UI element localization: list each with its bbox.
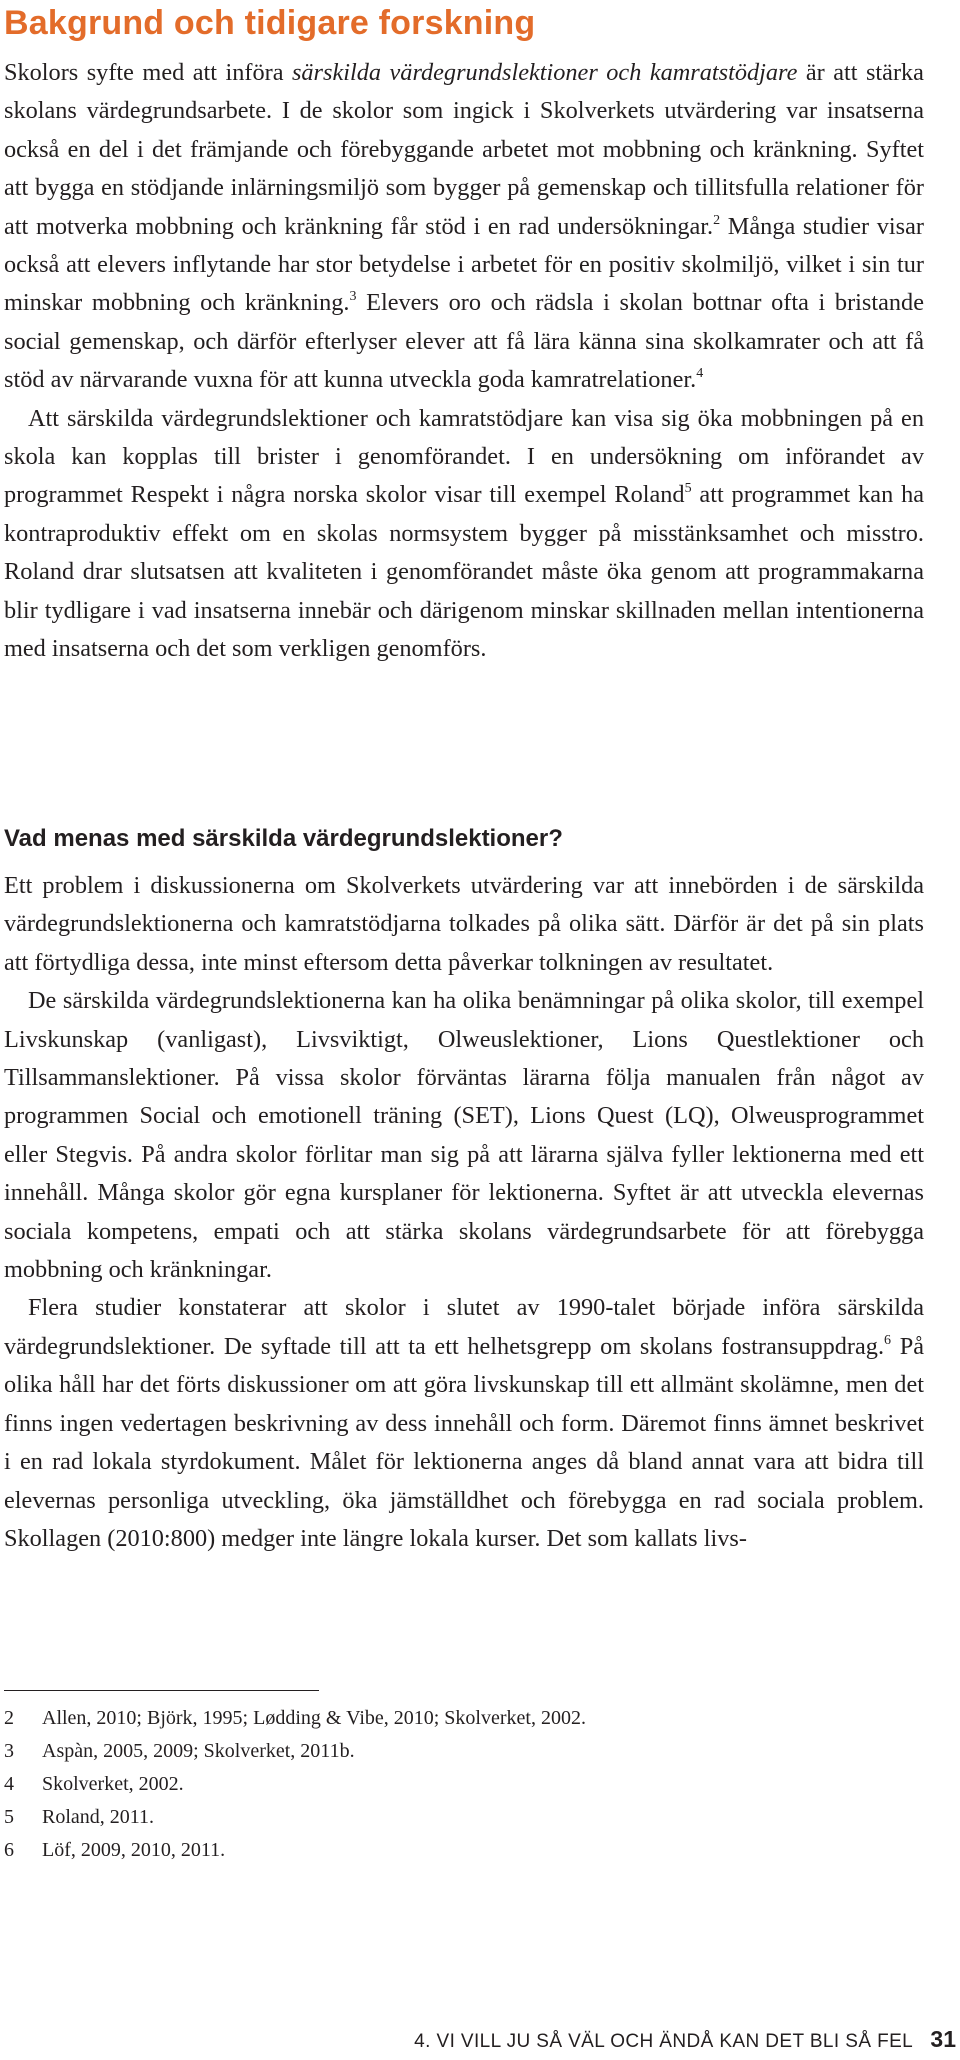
page-footer (414, 2026, 956, 2055)
footnote-ref: 2 (713, 212, 721, 228)
section-heading: Bakgrund och tidigare forskning (4, 4, 536, 42)
footnote-number: 2 (4, 1707, 14, 1729)
footnote-ref: 6 (884, 1332, 892, 1348)
footnote (4, 1702, 904, 1735)
footnote-number: 5 (4, 1806, 14, 1828)
subsection-heading: Vad menas med särskilda värdegrundslektioner? (4, 825, 563, 852)
footnote-text: Skolverket, 2002. (42, 1773, 184, 1795)
footnote-number: 6 (4, 1839, 14, 1861)
text-run: Flera studier konstaterar att skolor i slutet av 1990-talet började införa särskilda värdegrundslektioner. De syftade till att ta ett helhetsgrepp om skolans fostransuppdrag. (4, 1294, 924, 1360)
text-run: att programmet kan ha kontraproduktiv effekt om en skolas normsystem bygger på misstänksamhet och misstro. Roland drar slutsatsen att kvaliteten i genomförandet måste öka genom att programmakarna blir tydligare i vad insatserna innebär och därigenom minskar skillnaden mellan intentionerna med insatserna och det som verkligen genomförs. (4, 481, 924, 663)
footnote-number: 3 (4, 1740, 14, 1762)
emphasized-text: särskilda värdegrundslektioner och kamratstödjare (291, 59, 798, 86)
paragraph (4, 54, 924, 400)
footnote-divider (4, 1690, 319, 1691)
paragraph (4, 1289, 924, 1558)
footnote (4, 1735, 904, 1768)
paragraph: Ett problem i diskussionerna om Skolverkets utvärdering var att innebörden i de särskilda värdegrundslektionerna och kamratstödjarna tolkades på olika sätt. Därför är det på sin plats att förtydliga dessa, inte minst eftersom detta påverkar tolkningen av resultatet. (4, 872, 924, 976)
text-run: är att stärka skolans värdegrundsarbete. I de skolor som ingick i Skolverkets utvärdering var insatserna också en del i det främjande och förebyggande arbetet mot mobbning och kränkning. Syftet att bygga en stödjande inlärningsmiljö som bygger på gemenskap och tillitsfulla relationer för att motverka mobbning och kränkning får stöd i en rad undersökningar. (4, 59, 924, 240)
footnote-number: 4 (4, 1773, 14, 1795)
section-body-definition (4, 867, 924, 1558)
footnote-text: Allen, 2010; Björk, 1995; Lødding & Vibe, 2010; Skolverket, 2002. (42, 1707, 586, 1729)
text-run: Många studier visar också att elevers inflytande har stor betydelse i arbetet för en positiv skolmiljö, vilket i sin tur minskar mobbning och kränkning. (4, 212, 924, 317)
footnote-text: Löf, 2009, 2010, 2011. (42, 1839, 226, 1861)
footnote (4, 1801, 904, 1834)
running-title: 4. VI VILL JU SÅ VÄL OCH ÄNDÅ KAN DET BLI SÅ FEL (414, 2031, 914, 2052)
page-number: 31 (930, 2026, 956, 2052)
footnote (4, 1768, 904, 1801)
section-body-background (4, 54, 924, 669)
text-run: Att särskilda värdegrundslektioner och kamratstödjare kan visa sig öka mobbningen på en skola kan kopplas till brister i genomförandet. I en undersökning om införandet av programmet Respekt i några norska skolor visar till exempel Roland (4, 404, 924, 509)
footnotes (4, 1702, 904, 1867)
footnote-ref: 3 (349, 289, 357, 305)
footnote-ref: 4 (696, 366, 704, 382)
text-run: På olika håll har det förts diskussioner om att göra livskunskap till ett allmänt skolämne, men det finns ingen vedertagen beskrivning av dess innehåll och form. Däremot finns ämnet beskrivet i en rad lokala styrdokument. Målet för lektionerna anges då bland annat vara att bidra till elevernas personliga utveckling, öka jämställdhet och förebygga en rad sociala problem. Skollagen (2010:800) medger inte längre lokala kurser. Det som kallats livs- (4, 1332, 924, 1552)
footnote (4, 1834, 904, 1867)
text-run: Elevers oro och rädsla i skolan bottnar ofta i bristande social gemenskap, och därför efterlyser elever att få lära känna sina skolkamrater och att få stöd av närvarande vuxna för att kunna utveckla goda kamratrelationer. (4, 289, 924, 394)
footnote-ref: 5 (684, 481, 692, 497)
text-run: Skolors syfte med att införa (4, 59, 292, 86)
footnote-text: Aspàn, 2005, 2009; Skolverket, 2011b. (42, 1740, 355, 1762)
paragraph (4, 400, 924, 669)
footnote-text: Roland, 2011. (42, 1806, 155, 1828)
paragraph: De särskilda värdegrundslektionerna kan ha olika benämningar på olika skolor, till exempel Livskunskap (vanligast), Livsviktigt, Olweuslektioner, Lions Questlektioner och Tillsammanslektioner. På vissa skolor förväntas lärarna följa manualen från något av programmen Social och emotionell träning (SET), Lions Quest (LQ), Olweusprogrammet eller Stegvis. På andra skolor förlitar man sig på att lärarna själva fyller lektionerna med ett innehåll. Många skolor gör egna kursplaner för lektionerna. Syftet är att utveckla elevernas sociala kompetens, empati och att stärka skolans värdegrundsarbete för att förebygga mobbning och kränkningar. (4, 987, 924, 1284)
